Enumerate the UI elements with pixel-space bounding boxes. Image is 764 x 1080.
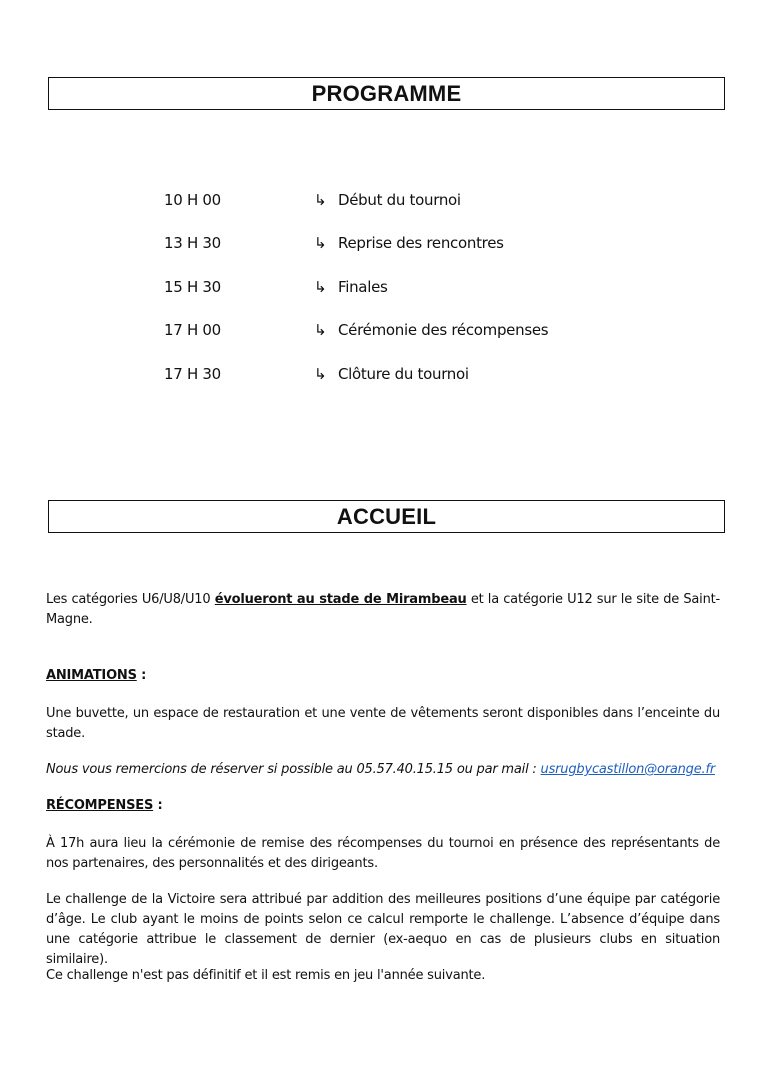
schedule-time: 17 H 00 [164,321,221,340]
schedule-event: Reprise des rencontres [338,234,504,253]
schedule-list [164,178,584,396]
schedule-event: Finales [338,277,388,296]
arrow-icon: ↳ [314,190,327,209]
schedule-time: 17 H 30 [164,364,221,383]
final-paragraph: Ce challenge n'est pas définitif et il est remis en jeu l'année suivante. [46,968,486,983]
animations-heading-label: ANIMATIONS [46,668,137,683]
programme-title: PROGRAMME [48,77,725,110]
challenge-paragraph: Le challenge de la Victoire sera attribué par addition des meilleures positions d’une équipe par catégorie d’âge. Le club ayant le moins de points selon ce calcul remporte le challenge. L’absence d’équipe dans une catégorie attribue le classement de dernier (ex-aequo en cas de plusieurs clubs en situation similaire). [46,892,720,967]
intro-text-end: et la catégorie U12 sur le site de Saint-Magne. [46,592,720,627]
animations-paragraph: Une buvette, un espace de restauration et une vente de vêtements seront disponibles dans l’enceinte du stade. [46,706,720,741]
arrow-icon: ↳ [314,277,327,296]
intro-venue: évolueront au stade de Mirambeau [214,592,467,607]
recompenses-paragraph: À 17h aura lieu la cérémonie de remise des récompenses du tournoi en présence des représentants de nos partenaires, des personnalités et des dirigeants. [46,836,720,871]
schedule-time: 10 H 00 [164,190,221,209]
animations-heading-colon: : [136,668,147,683]
schedule-event: Cérémonie des récompenses [338,321,549,340]
recompenses-heading [46,796,720,816]
schedule-row [164,265,584,309]
reservation-paragraph [46,760,720,780]
schedule-row [164,352,584,396]
intro-text-start: Les catégories U6/U8/U10 [46,592,215,607]
schedule-time: 13 H 30 [164,234,221,253]
intro-paragraph [46,590,720,630]
recompenses-heading-label: RÉCOMPENSES [46,798,154,813]
animations-heading [46,666,720,686]
email-link[interactable]: usrugbycastillon@orange.fr [540,762,715,777]
schedule-event: Début du tournoi [338,190,461,209]
schedule-row [164,222,584,266]
schedule-row [164,309,584,353]
schedule-event: Clôture du tournoi [338,364,469,383]
reservation-text: Nous vous remercions de réserver si possible au 05.57.40.15.15 ou par mail : [46,762,541,777]
accueil-title: ACCUEIL [48,500,725,533]
arrow-icon: ↳ [314,321,327,340]
schedule-time: 15 H 30 [164,277,221,296]
arrow-icon: ↳ [314,364,327,383]
recompenses-heading-colon: : [153,798,163,813]
arrow-icon: ↳ [314,234,327,253]
schedule-row [164,178,584,222]
